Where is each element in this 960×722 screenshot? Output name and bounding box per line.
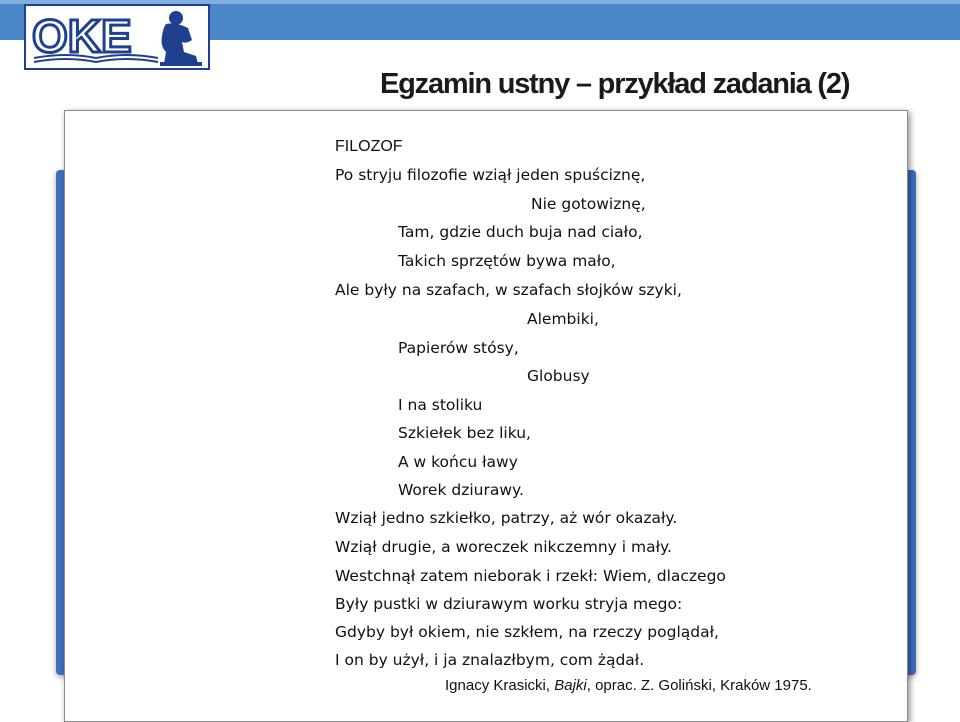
poem-line: Były pustki w dziurawym worku stryja mego: — [335, 595, 683, 613]
oke-logo-graphic — [26, 6, 208, 68]
thinker-statue-icon — [160, 11, 202, 66]
poem-line: Takich sprzętów bywa mało, — [398, 252, 616, 270]
poem-heading: FILOZOF — [335, 138, 403, 155]
poem-line: Wziął drugie, a woreczek nikczemny i mały. — [335, 538, 672, 556]
poem-line: Nie gotowiznę, — [531, 195, 646, 213]
citation-work: Bajki — [554, 677, 587, 694]
page-title: Egzamin ustny – przykład zadania (2) — [380, 68, 850, 100]
poem-line: Westchnął zatem nieborak i rzekł: Wiem, dlaczego — [335, 567, 726, 585]
poem-line: Tam, gdzie duch buja nad ciało, — [398, 223, 643, 241]
oke-logo — [24, 4, 210, 70]
poem-line: I na stoliku — [398, 396, 483, 414]
citation-author: Ignacy Krasicki, — [445, 677, 555, 694]
logo-text: OKE — [32, 10, 132, 62]
poem-line: A w końcu ławy — [398, 453, 518, 471]
poem-line: Papierów stósy, — [398, 339, 519, 357]
citation-details: , oprac. Z. Goliński, Kraków 1975. — [586, 677, 812, 694]
poem-line: Globusy — [527, 367, 590, 385]
poem-line: Ale były na szafach, w szafach słojków szyki, — [335, 281, 682, 299]
poem-panel — [64, 110, 908, 722]
poem-line: I on by użył, i ja znalazłbym, com żądał. — [335, 651, 645, 669]
poem-line: Worek dziurawy. — [398, 481, 524, 499]
poem-line: Alembiki, — [527, 310, 599, 328]
poem-citation — [445, 677, 812, 694]
poem-line: Po stryju filozofie wziął jeden spuściznę, — [335, 166, 646, 184]
poem-line: Wziął jedno szkiełko, patrzy, aż wór okazały. — [335, 509, 678, 527]
poem-line: Szkiełek bez liku, — [398, 424, 531, 442]
poem-line: Gdyby był okiem, nie szkłem, na rzeczy poglądał, — [335, 623, 719, 641]
